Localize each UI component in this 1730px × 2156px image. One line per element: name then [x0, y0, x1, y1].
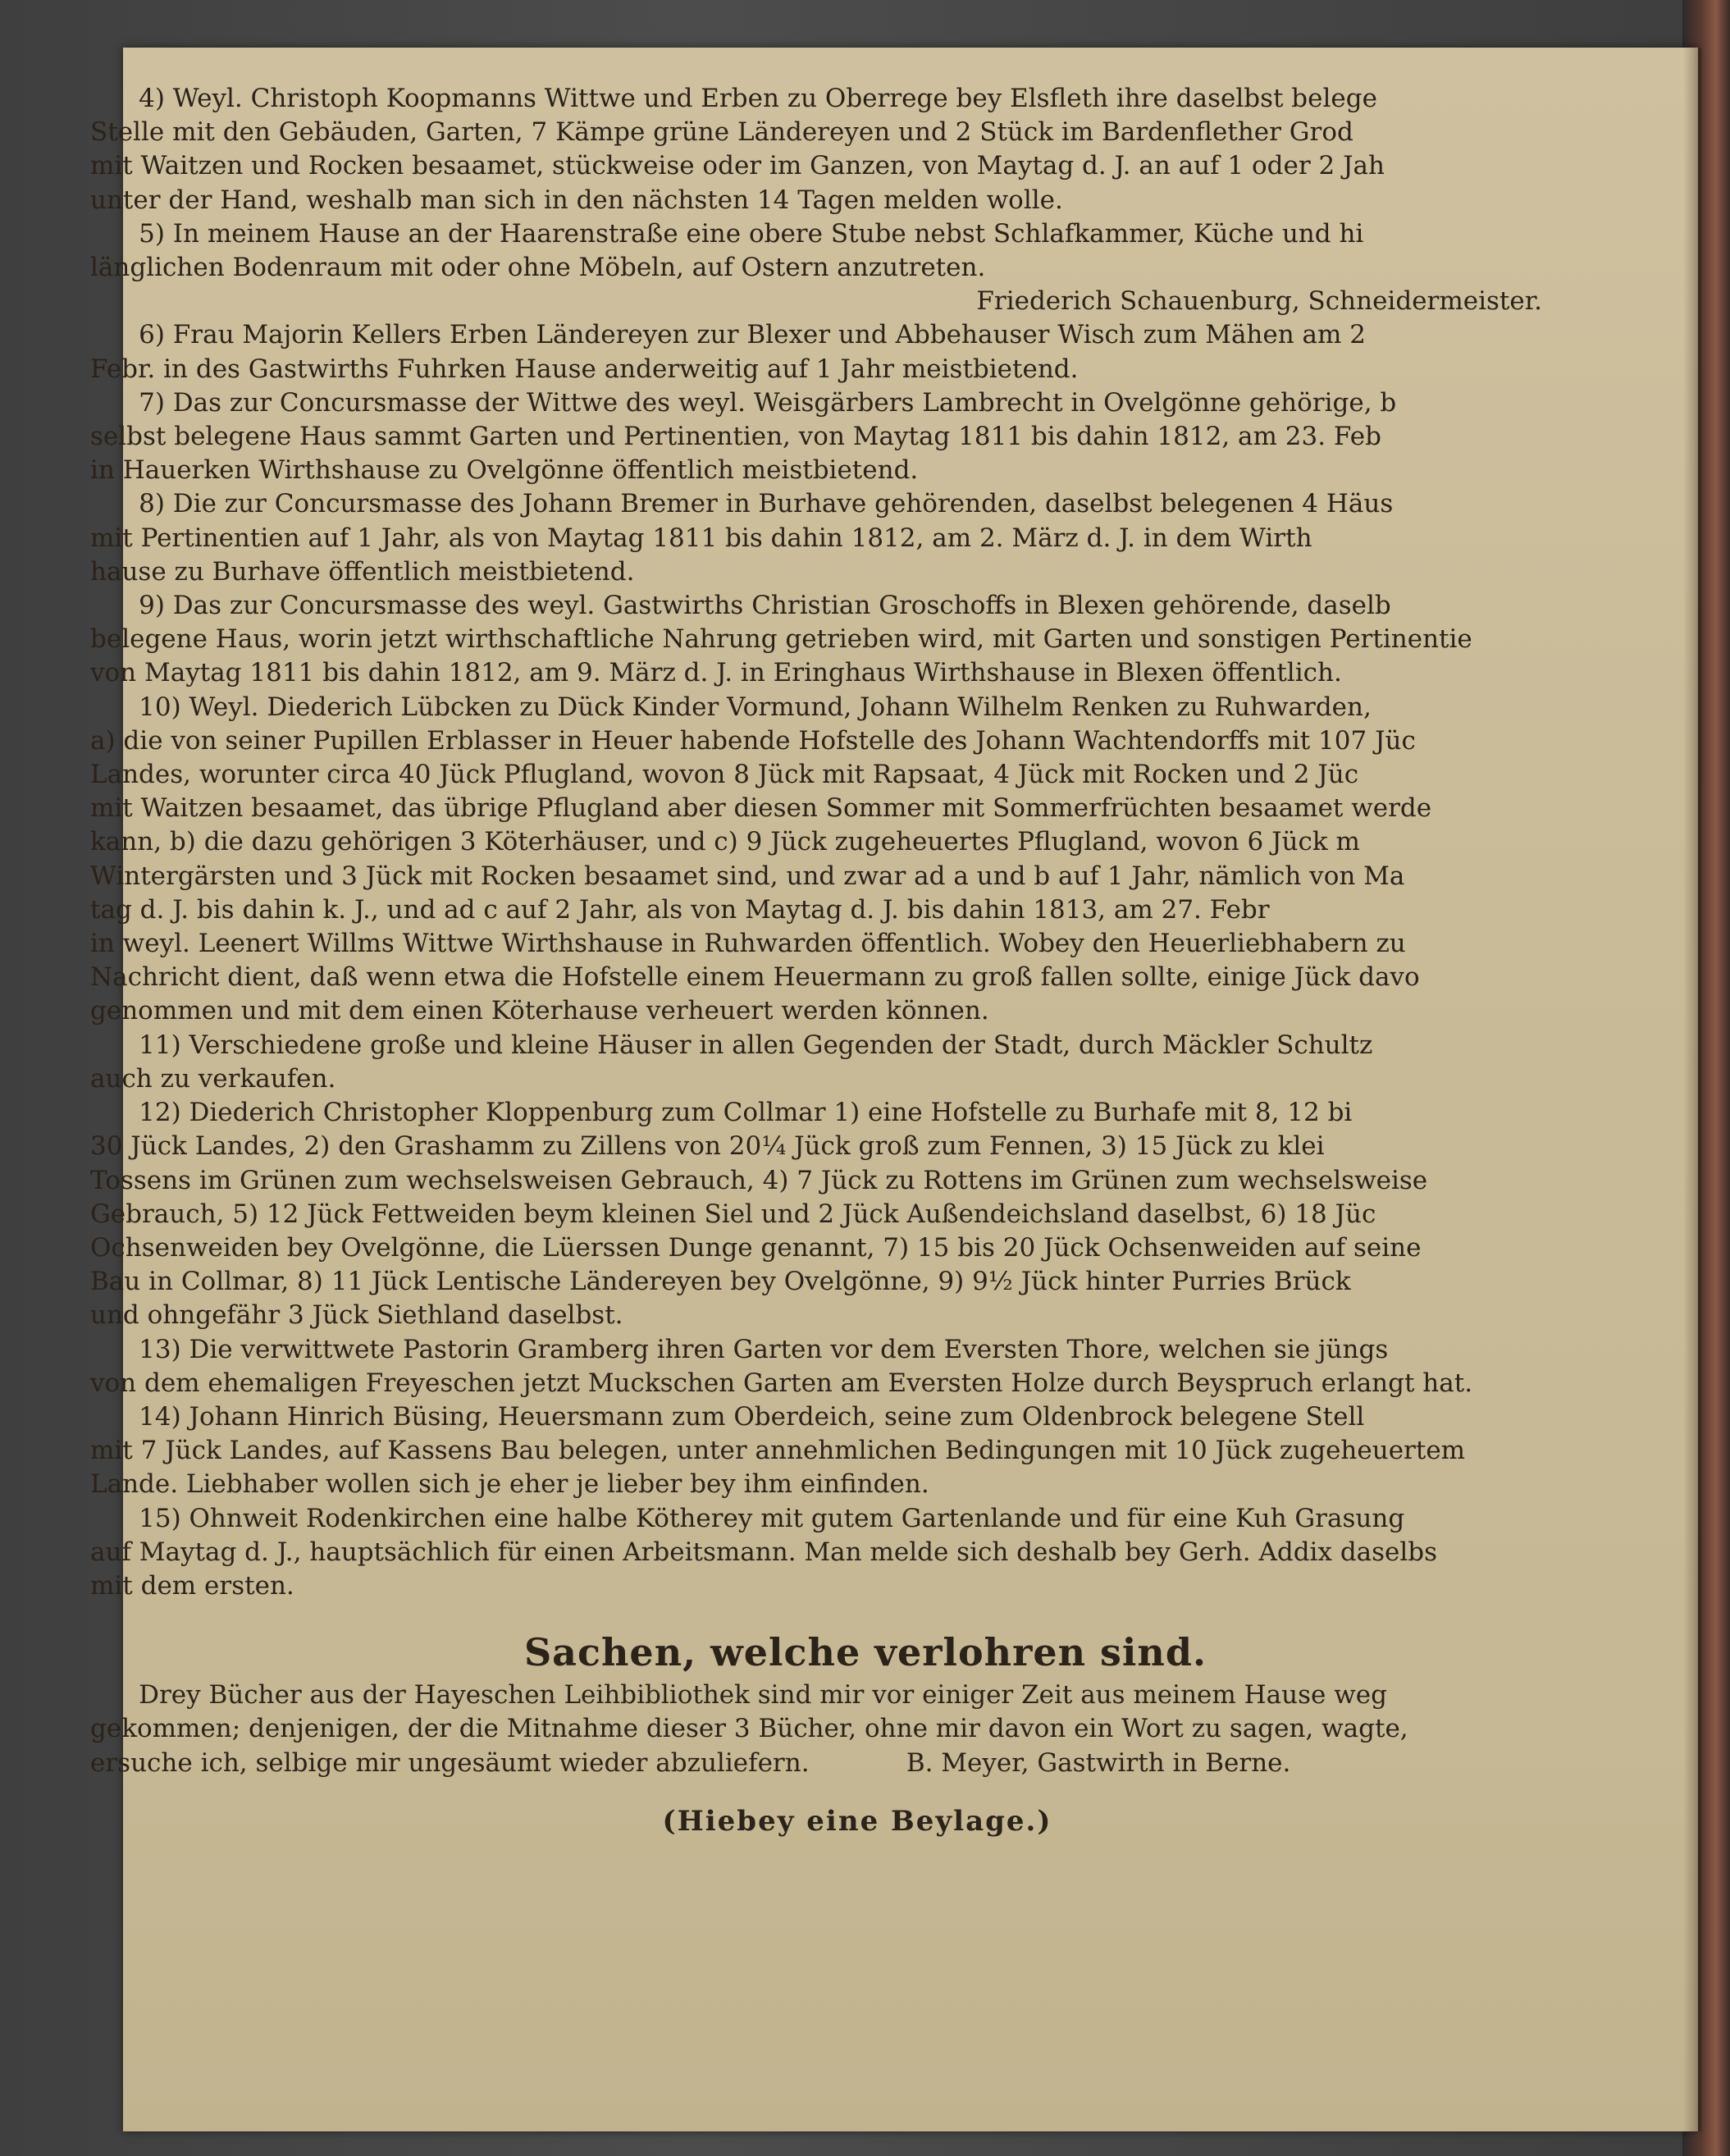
- text-line: mit Waitzen besaamet, das übrige Pflugland aber diesen Sommer mit Sommerfrüchten besaamet werde: [90, 793, 1432, 824]
- text-line: Bau in Collmar, 8) 11 Jück Lentische Ländereyen bey Ovelgönne, 9) 9½ Jück hinter Purries Brück: [90, 1267, 1351, 1297]
- text-line: tag d. J. bis dahin k. J., und ad c auf 2 Jahr, als von Maytag d. J. bis dahin 1813, am 27. Febr: [90, 894, 1270, 925]
- text-line: belegene Haus, worin jetzt wirthschaftliche Nahrung getrieben wird, mit Garten und sonstigen Pertinentie: [90, 624, 1472, 655]
- page-text: [90, 82, 1591, 1839]
- text-line: Landes, worunter circa 40 Jück Pflugland, wovon 8 Jück mit Rapsaat, 4 Jück mit Rocken und 2 Jüc: [90, 760, 1359, 790]
- notice-14: [90, 1400, 1591, 1502]
- signature: Friederich Schauenburg, Schneidermeister.: [976, 286, 1542, 317]
- text-line: 10) Weyl. Diederich Lübcken zu Dück Kinder Vormund, Johann Wilhelm Renken zu Ruhwarden,: [90, 692, 1372, 722]
- page-gutter-shadow: [1683, 48, 1701, 2131]
- text-line: Lande. Liebhaber wollen sich je eher je lieber bey ihm einfinden.: [90, 1469, 929, 1500]
- notice-4-5: [90, 82, 1591, 318]
- text-line: von dem ehemaligen Freyeschen jetzt Muckschen Garten am Eversten Holze durch Beyspruch erlangt hat.: [90, 1368, 1473, 1398]
- text-line: hause zu Burhave öffentlich meistbietend.: [90, 556, 635, 587]
- text-line: unter der Hand, weshalb man sich in den nächsten 14 Tagen melden wolle.: [90, 185, 1063, 215]
- text-line: 30 Jück Landes, 2) den Grashamm zu Zillens von 20¼ Jück groß zum Fennen, 3) 15 Jück zu klei: [90, 1131, 1325, 1162]
- text-line: a) die von seiner Pupillen Erblasser in Heuer habende Hofstelle des Johann Wachtendorffs mit 107 Jüc: [90, 725, 1416, 756]
- text-line: 4) Weyl. Christoph Koopmanns Wittwe und Erben zu Oberrege bey Elsfleth ihre daselbst belege: [90, 84, 1377, 113]
- text-line: Gebrauch, 5) 12 Jück Fettweiden beym kleinen Siel und 2 Jück Außendeichsland daselbst, 6) 18 Jüc: [90, 1199, 1376, 1229]
- text-line: 6) Frau Majorin Kellers Erben Ländereyen zur Blexer und Abbehauser Wisch zum Mähen am 2: [90, 320, 1367, 350]
- text-line: mit 7 Jück Landes, auf Kassens Bau belegen, unter annehmlichen Bedingungen mit 10 Jück zugeheuertem: [90, 1436, 1466, 1466]
- text-line: in weyl. Leenert Willms Wittwe Wirthshause in Ruhwarden öffentlich. Wobey den Heuerliebhabern zu: [90, 929, 1406, 959]
- text-line: 8) Die zur Concursmasse des Johann Bremer in Burhave gehörenden, daselbst belegenen 4 Häus: [90, 489, 1394, 519]
- text-line: Wintergärsten und 3 Jück mit Rocken besaamet sind, und zwar ad a und b auf 1 Jahr, nämlich von Ma: [90, 861, 1405, 891]
- text-line: 12) Diederich Christopher Kloppenburg zum Collmar 1) eine Hofstelle zu Burhafe mit 8, 12 bi: [90, 1098, 1353, 1128]
- text-line: mit Pertinentien auf 1 Jahr, als von Maytag 1811 bis dahin 1812, am 2. März d. J. in dem Wirth: [90, 523, 1312, 553]
- text-line: 7) Das zur Concursmasse der Wittwe des weyl. Weisgärbers Lambrecht in Ovelgönne gehörige, b: [90, 387, 1397, 418]
- text-line: mit Waitzen und Rocken besaamet, stückweise oder im Ganzen, von Maytag d. J. an auf 1 oder 2 Jah: [90, 151, 1385, 181]
- section-heading: Sachen, welche verlohren sind.: [523, 1630, 1207, 1675]
- text-line: 11) Verschiedene große und kleine Häuser in allen Gegenden der Stadt, durch Mäckler Schultz: [90, 1030, 1373, 1060]
- text-line: 5) In meinem Hause an der Haarenstraße eine obere Stube nebst Schlafkammer, Küche und hi: [90, 218, 1364, 249]
- text-line: selbst belegene Haus sammt Garten und Pertinentien, von Maytag 1811 bis dahin 1812, am 23. Feb: [90, 422, 1381, 452]
- notice-7: [90, 386, 1591, 488]
- text-line: Nachricht dient, daß wenn etwa die Hofstelle einem Heuermann zu groß fallen sollte, einige Jück davo: [90, 962, 1420, 993]
- text-line: 13) Die verwittwete Pastorin Gramberg ihren Garten vor dem Eversten Thore, welchen sie jüngs: [90, 1334, 1389, 1364]
- text-line: und ohngefähr 3 Jück Siethland daselbst.: [90, 1300, 623, 1331]
- text-line: von Maytag 1811 bis dahin 1812, am 9. März d. J. in Eringhaus Wirthshause in Blexen öffentlich.: [90, 658, 1342, 688]
- notice-12: [90, 1096, 1591, 1332]
- notice-11: [90, 1029, 1591, 1096]
- text-line: Drey Bücher aus der Hayeschen Leihbibliothek sind mir vor einiger Zeit aus meinem Hause weg: [90, 1680, 1387, 1711]
- text-line: auch zu verkaufen.: [90, 1063, 336, 1094]
- text-line: kann, b) die dazu gehörigen 3 Köterhäuser, und c) 9 Jück zugeheuertes Pflugland, wovon 6 Jück m: [90, 827, 1360, 857]
- text-line: in Hauerken Wirthshause zu Ovelgönne öffentlich meistbietend.: [90, 455, 919, 486]
- text-line: länglichen Bodenraum mit oder ohne Möbeln, auf Ostern anzutreten.: [90, 253, 986, 283]
- text-line: gekommen; denjenigen, der die Mitnahme dieser 3 Bücher, ohne mir davon ein Wort zu sagen, wagte,: [90, 1714, 1408, 1744]
- notice-10: [90, 691, 1591, 1029]
- supplement-note: (Hiebey eine Beylage.): [662, 1804, 1052, 1838]
- notice-6: [90, 318, 1591, 386]
- text-line: 15) Ohnweit Rodenkirchen eine halbe Kötherey mit gutem Gartenlande und für eine Kuh Grasung: [90, 1503, 1405, 1533]
- notice-13: [90, 1333, 1591, 1400]
- lost-items-notice: [90, 1679, 1591, 1780]
- text-line: Tossens im Grünen zum wechselsweisen Gebrauch, 4) 7 Jück zu Rottens im Grünen zum wechselsweise: [90, 1165, 1428, 1195]
- text-line: 9) Das zur Concursmasse des weyl. Gastwirths Christian Groschoffs in Blexen gehörende, daselb: [90, 591, 1391, 621]
- text-line: Febr. in des Gastwirths Fuhrken Hause anderweitig auf 1 Jahr meistbietend.: [90, 354, 1079, 384]
- notice-9: [90, 589, 1591, 691]
- notice-15: [90, 1502, 1591, 1604]
- text-line: Ochsenweiden bey Ovelgönne, die Lüerssen Dunge genannt, 7) 15 bis 20 Jück Ochsenweiden auf seine: [90, 1232, 1422, 1263]
- text-line: genommen und mit dem einen Köterhause verheuert werden können.: [90, 996, 989, 1026]
- text-line: 14) Johann Hinrich Büsing, Heuersmann zum Oberdeich, seine zum Oldenbrock belegene Stell: [90, 1401, 1365, 1432]
- text-line: mit dem ersten.: [90, 1570, 294, 1601]
- text-line: ersuche ich, selbige mir ungesäumt wieder abzuliefern. B. Meyer, Gastwirth in Berne.: [90, 1747, 1291, 1778]
- notice-8: [90, 487, 1591, 589]
- text-line: auf Maytag d. J., hauptsächlich für einen Arbeitsmann. Man melde sich deshalb bey Gerh. Addix daselbs: [90, 1537, 1438, 1567]
- text-line: Stelle mit den Gebäuden, Garten, 7 Kämpe grüne Ländereyen und 2 Stück im Bardenflether Grod: [90, 117, 1353, 148]
